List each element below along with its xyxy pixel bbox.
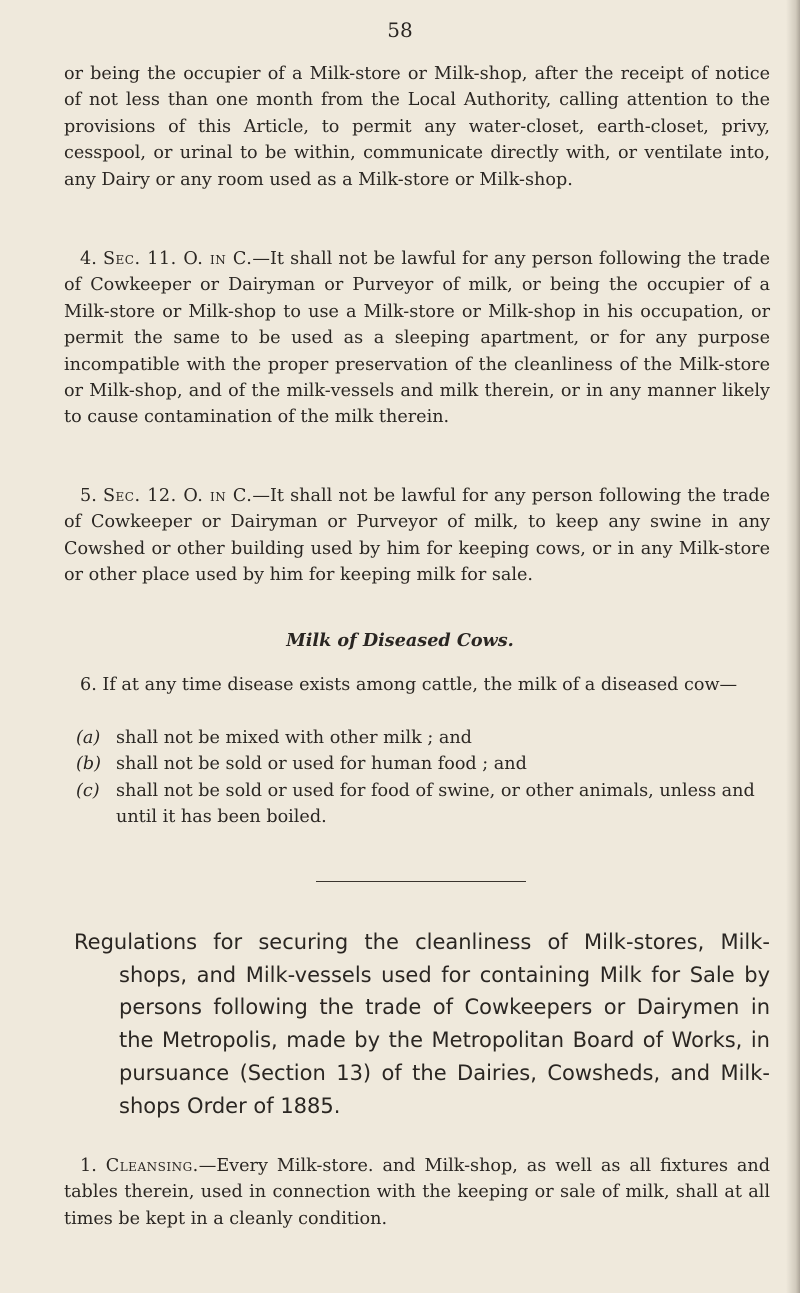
regulations-heading-text: Regulations for securing the cleanliness of Milk-stores, Milk-shops, and Milk-vessels used for containing Milk for Sale by persons following the trade of Cowkeepers or Dairymen in the Metropolis, made by the Metropolitan Board of Works, in pursuance (Section 13) of the Dairies, Cowsheds, and Milk-shops Order of 1885. [74,930,770,1118]
page-number: 58 [387,18,413,42]
section-heading-diseased-cows: Milk of Diseased Cows. [286,630,514,651]
paragraph-4-body: —It shall not be lawful for any person following the trade of Cowkeeper or Dairyman or Purveyor of milk, or being the occupier of a Milk-store or Milk-shop to use a Milk-store or Milk-shop in his occupation, or permit the same to be used as a sleeping apartment, or for any purpose incompatible with the proper preservation of the cleanliness of the Milk-store or Milk-shop, and of the milk-vessels and milk therein, or in any manner likely to cause contamination of the milk therein. [64,249,770,428]
list-marker: (a) [76,728,101,748]
paragraph-section-4 [64,246,770,431]
conditions-list [76,725,770,831]
section-divider [316,881,526,882]
list-marker: (c) [76,780,100,801]
paragraph-4-section-ref: Sec. 11. O. in C. [102,249,253,269]
paragraph-section-5 [64,483,770,589]
paragraph-4-number: 4. [80,249,97,269]
list-item [76,751,770,777]
list-item-text: shall not be sold or used for food of swine, or other animals, unless and until it has been boiled. [116,780,755,828]
list-item-text: shall not be mixed with other milk ; and [116,728,472,748]
paragraph-cleansing [64,1153,770,1232]
list-item [76,725,770,751]
cleansing-number: 1. [80,1156,97,1176]
paragraph-5-number: 5. [80,486,97,506]
paragraph-continuation: or being the occupier of a Milk-store or Milk-shop, after the receipt of notice of not less than one month from the Local Authority, calling attention to the provisions of this Article, to permit any water-closet, earth-closet, privy, cesspool, or urinal to be within, communicate directly with, or ventilate into, any Dairy or any room used as a Milk-store or Milk-shop. [64,64,770,190]
paragraph-section-6: 6. If at any time disease exists among cattle, the milk of a diseased cow— [80,675,738,695]
list-item [76,778,770,831]
cleansing-body: —Every Milk-store. and Milk-shop, as well as all fixtures and tables therein, used in connection with the keeping or sale of milk, shall at all times be kept in a cleanly condition. [64,1156,771,1229]
page-edge-shadow [786,0,800,1293]
list-marker: (b) [76,754,101,775]
cleansing-label: Cleansing. [105,1156,199,1176]
list-item-text: shall not be sold or used for human food ; and [116,754,527,775]
regulations-heading [74,926,770,1122]
paragraph-5-body: —It shall not be lawful for any person following the trade of Cowkeeper or Dairyman or Purveyor of milk, to keep any swine in any Cowshed or other building used by him for keeping cows, or in any Milk-store or other place used by him for keeping milk for sale. [64,486,770,586]
paragraph-5-section-ref: Sec. 12. O. in C. [102,486,253,506]
